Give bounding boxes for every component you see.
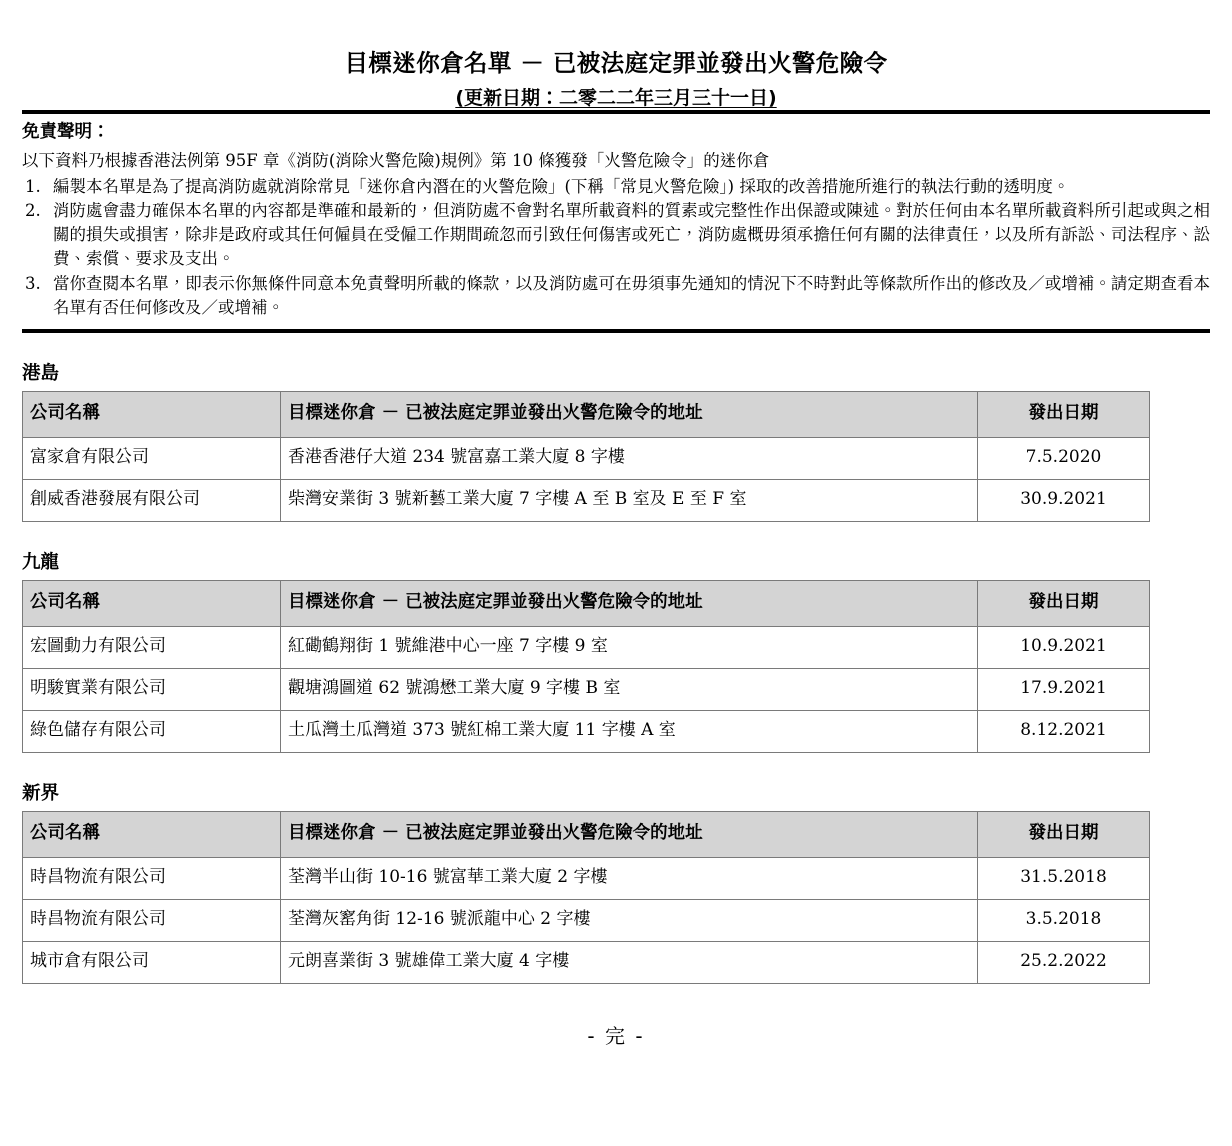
disclaimer-item-1: 編製本名單是為了提高消防處就消除常見「迷你倉內潛在的火警危險」(下稱「常見火警危險」) 採取的改善措施所進行的執法行動的透明度。	[53, 176, 1070, 196]
disclaimer-item-3: 當你查閱本名單，即表示你無條件同意本免責聲明所載的條款，以及消防處可在毋須事先通知的情況下不時對此等條款所作出的修改及／或增補。請定期查看本名單有否任何修改及／或增補。	[53, 274, 1210, 318]
cell-company: 時昌物流有限公司	[23, 858, 281, 900]
table-row	[23, 627, 1150, 669]
listing-table	[22, 811, 1150, 984]
cell-company: 城市倉有限公司	[23, 942, 281, 984]
section-new-territories	[22, 779, 1210, 984]
cell-date: 31.5.2018	[978, 858, 1150, 900]
column-header-address: 目標迷你倉 － 已被法庭定罪並發出火警危險令的地址	[281, 581, 978, 627]
cell-address: 觀塘鴻圖道 62 號鴻懋工業大廈 9 字樓 B 室	[281, 669, 978, 711]
cell-date: 17.9.2021	[978, 669, 1150, 711]
table-row	[23, 669, 1150, 711]
column-header-company: 公司名稱	[23, 392, 281, 438]
table-header-row	[23, 392, 1150, 438]
column-header-date: 發出日期	[978, 392, 1150, 438]
cell-company: 明駿實業有限公司	[23, 669, 281, 711]
column-header-date: 發出日期	[978, 581, 1150, 627]
column-header-company: 公司名稱	[23, 581, 281, 627]
cell-company: 富家倉有限公司	[23, 438, 281, 480]
cell-date: 7.5.2020	[978, 438, 1150, 480]
column-header-address: 目標迷你倉 － 已被法庭定罪並發出火警危險令的地址	[281, 392, 978, 438]
column-header-company: 公司名稱	[23, 812, 281, 858]
disclaimer-block	[22, 114, 1210, 329]
disclaimer-lead: 以下資料乃根據香港法例第 95F 章《消防(消除火警危險)規例》第 10 條獲發「火警危險令」的迷你倉	[22, 150, 770, 170]
cell-address: 紅磡鶴翔街 1 號維港中心一座 7 字樓 9 室	[281, 627, 978, 669]
cell-company: 時昌物流有限公司	[23, 900, 281, 942]
listing-table	[22, 391, 1150, 522]
title-block	[22, 0, 1210, 110]
table-row	[23, 480, 1150, 522]
column-header-date: 發出日期	[978, 812, 1150, 858]
cell-company: 創威香港發展有限公司	[23, 480, 281, 522]
table-row	[23, 438, 1150, 480]
disclaimer-item-2: 消防處會盡力確保本名單的內容都是準確和最新的，但消防處不會對名單所載資料的質素或完整性作出保證或陳述。對於任何由本名單所載資料所引起或與之相關的損失或損害，除非是政府或其任何僱員在受僱工作期間疏忽而引致任何傷害或死亡，消防處概毋須承擔任何有關的法律責任，以及所有訴訟、司法程序、訟費、索償、要求及支出。	[53, 201, 1210, 269]
cell-company: 宏圖動力有限公司	[23, 627, 281, 669]
table-row	[23, 942, 1150, 984]
cell-address: 荃灣灰窰角街 12-16 號派龍中心 2 字樓	[281, 900, 978, 942]
cell-date: 3.5.2018	[978, 900, 1150, 942]
table-row	[23, 858, 1150, 900]
table-row	[23, 900, 1150, 942]
cell-date: 25.2.2022	[978, 942, 1150, 984]
cell-address: 土瓜灣土瓜灣道 373 號紅棉工業大廈 11 字樓 A 室	[281, 711, 978, 753]
cell-company: 綠色儲存有限公司	[23, 711, 281, 753]
section-heading: 九龍	[22, 552, 60, 574]
section-hong-kong-island	[22, 359, 1210, 522]
section-kowloon	[22, 548, 1210, 753]
table-header-row	[23, 812, 1150, 858]
column-header-address: 目標迷你倉 － 已被法庭定罪並發出火警危險令的地址	[281, 812, 978, 858]
cell-date: 30.9.2021	[978, 480, 1150, 522]
section-heading: 新界	[22, 783, 60, 805]
disclaimer-heading: 免責聲明：	[22, 122, 110, 143]
table-header-row	[23, 581, 1150, 627]
page-subtitle	[22, 86, 1210, 111]
cell-date: 10.9.2021	[978, 627, 1150, 669]
section-heading: 港島	[22, 363, 60, 385]
cell-date: 8.12.2021	[978, 711, 1150, 753]
listing-table	[22, 580, 1150, 753]
disclaimer-list	[22, 175, 1210, 321]
document-end-marker: - 完 -	[587, 1024, 645, 1049]
table-row	[23, 711, 1150, 753]
cell-address: 柴灣安業街 3 號新藝工業大廈 7 字樓 A 至 B 室及 E 至 F 室	[281, 480, 978, 522]
cell-address: 元朗喜業街 3 號雄偉工業大廈 4 字樓	[281, 942, 978, 984]
page-title: 目標迷你倉名單 － 已被法庭定罪並發出火警危險令	[344, 49, 888, 77]
disclaimer-bottom-rule	[22, 329, 1210, 333]
page-subtitle-text: (更新日期：二零二二年三月三十一日)	[455, 86, 777, 109]
cell-address: 荃灣半山街 10-16 號富華工業大廈 2 字樓	[281, 858, 978, 900]
cell-address: 香港香港仔大道 234 號富嘉工業大廈 8 字樓	[281, 438, 978, 480]
